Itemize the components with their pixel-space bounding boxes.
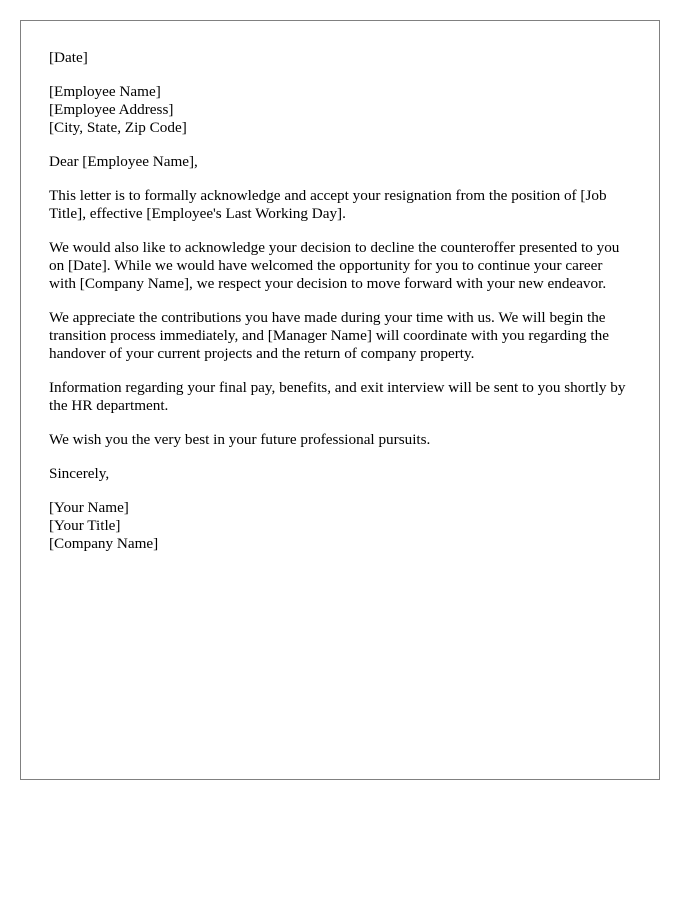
signature-title: [Your Title] [49,517,121,534]
paragraph-well-wishes: We wish you the very best in your future professional pursuits. [49,431,431,448]
signature-company: [Company Name] [49,535,159,552]
signature-block [49,499,631,553]
recipient-address-block [49,83,631,137]
recipient-address: [Employee Address] [49,101,174,118]
letter-date: [Date] [49,49,88,66]
paragraph-counteroffer: We would also like to acknowledge your decision to decline the counteroffer presented to you on [Date]. While we would have welcomed the opportunity for you to continue your career with [Company Name], we respect your decision to move forward with your new endeavor. [49,239,620,292]
paragraph-acceptance: This letter is to formally acknowledge and accept your resignation from the position of [Job Title], effective [Employee's Last Working Day]. [49,187,607,222]
letter-document [20,20,660,780]
recipient-name: [Employee Name] [49,83,161,100]
paragraph-transition: We appreciate the contributions you have made during your time with us. We will begin the transition process immediately, and [Manager Name] will coordinate with you regarding the handover of your current projects and the return of company property. [49,309,609,362]
recipient-city-state-zip: [City, State, Zip Code] [49,119,187,136]
closing: Sincerely, [49,465,110,482]
paragraph-final-pay: Information regarding your final pay, benefits, and exit interview will be sent to you shortly by the HR department. [49,379,626,414]
salutation: Dear [Employee Name], [49,153,198,170]
signature-name: [Your Name] [49,499,129,516]
